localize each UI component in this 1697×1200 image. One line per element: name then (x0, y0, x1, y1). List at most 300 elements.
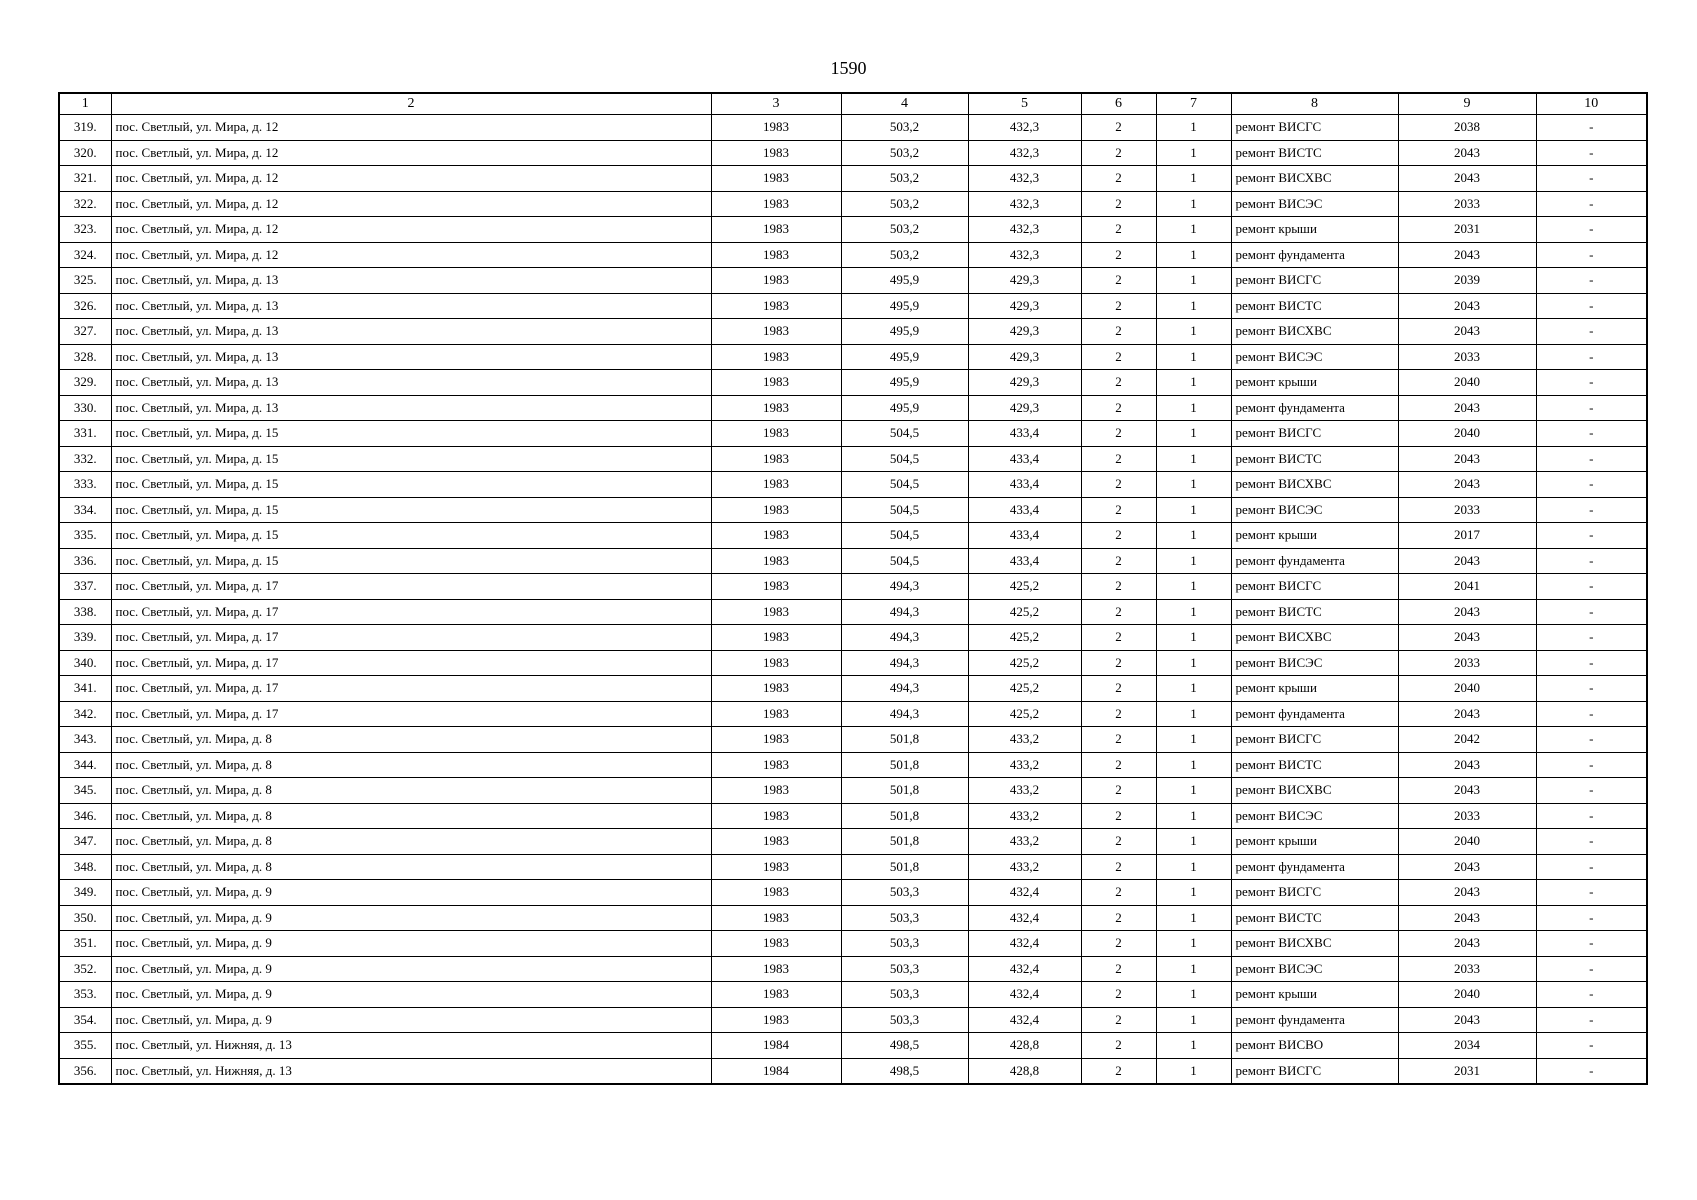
cell-note: - (1536, 650, 1647, 676)
cell-work-type: ремонт ВИСЭС (1231, 191, 1398, 217)
cell-entrances: 1 (1156, 268, 1231, 294)
column-header-1: 1 (59, 93, 111, 115)
cell-planned-year: 2033 (1398, 803, 1536, 829)
table-row (59, 523, 1647, 549)
cell-work-type: ремонт крыши (1231, 676, 1398, 702)
cell-planned-year: 2042 (1398, 727, 1536, 753)
table-row (59, 599, 1647, 625)
cell-entrances: 1 (1156, 752, 1231, 778)
cell-planned-year: 2043 (1398, 778, 1536, 804)
cell-address: пос. Светлый, ул. Мира, д. 8 (111, 778, 711, 804)
cell-note: - (1536, 854, 1647, 880)
cell-work-type: ремонт ВИСХВС (1231, 472, 1398, 498)
cell-address: пос. Светлый, ул. Мира, д. 15 (111, 497, 711, 523)
cell-planned-year: 2041 (1398, 574, 1536, 600)
header-row (59, 93, 1647, 115)
cell-work-type: ремонт ВИСХВС (1231, 625, 1398, 651)
cell-note: - (1536, 497, 1647, 523)
cell-note: - (1536, 752, 1647, 778)
table-row (59, 370, 1647, 396)
cell-planned-year: 2040 (1398, 829, 1536, 855)
cell-entrances: 1 (1156, 574, 1231, 600)
cell-floors: 2 (1081, 344, 1156, 370)
cell-year: 1983 (711, 778, 841, 804)
cell-floors: 2 (1081, 370, 1156, 396)
cell-year: 1983 (711, 140, 841, 166)
cell-floors: 2 (1081, 701, 1156, 727)
cell-living-area: 433,4 (968, 497, 1081, 523)
cell-floors: 2 (1081, 956, 1156, 982)
column-header-10: 10 (1536, 93, 1647, 115)
cell-living-area: 429,3 (968, 370, 1081, 396)
cell-year: 1983 (711, 319, 841, 345)
cell-work-type: ремонт ВИСЭС (1231, 650, 1398, 676)
cell-note: - (1536, 676, 1647, 702)
cell-work-type: ремонт ВИСЭС (1231, 956, 1398, 982)
cell-year: 1984 (711, 1058, 841, 1084)
cell-row-number: 352. (59, 956, 111, 982)
cell-note: - (1536, 344, 1647, 370)
cell-entrances: 1 (1156, 676, 1231, 702)
cell-total-area: 501,8 (841, 803, 968, 829)
cell-planned-year: 2038 (1398, 115, 1536, 141)
table-row (59, 293, 1647, 319)
cell-entrances: 1 (1156, 1033, 1231, 1059)
cell-floors: 2 (1081, 803, 1156, 829)
cell-floors: 2 (1081, 599, 1156, 625)
cell-living-area: 433,2 (968, 727, 1081, 753)
cell-total-area: 503,2 (841, 242, 968, 268)
cell-year: 1983 (711, 191, 841, 217)
cell-entrances: 1 (1156, 880, 1231, 906)
cell-year: 1983 (711, 829, 841, 855)
cell-living-area: 429,3 (968, 319, 1081, 345)
cell-total-area: 494,3 (841, 599, 968, 625)
cell-address: пос. Светлый, ул. Мира, д. 13 (111, 395, 711, 421)
cell-work-type: ремонт ВИСГС (1231, 727, 1398, 753)
cell-total-area: 495,9 (841, 293, 968, 319)
cell-living-area: 433,4 (968, 421, 1081, 447)
cell-note: - (1536, 242, 1647, 268)
cell-row-number: 338. (59, 599, 111, 625)
cell-row-number: 353. (59, 982, 111, 1008)
cell-living-area: 433,2 (968, 778, 1081, 804)
cell-living-area: 433,4 (968, 472, 1081, 498)
cell-note: - (1536, 293, 1647, 319)
cell-floors: 2 (1081, 1058, 1156, 1084)
table-row (59, 242, 1647, 268)
cell-entrances: 1 (1156, 625, 1231, 651)
cell-living-area: 433,2 (968, 829, 1081, 855)
cell-address: пос. Светлый, ул. Мира, д. 12 (111, 166, 711, 192)
cell-planned-year: 2039 (1398, 268, 1536, 294)
cell-note: - (1536, 115, 1647, 141)
cell-row-number: 336. (59, 548, 111, 574)
cell-entrances: 1 (1156, 803, 1231, 829)
cell-total-area: 504,5 (841, 421, 968, 447)
column-header-9: 9 (1398, 93, 1536, 115)
cell-entrances: 1 (1156, 829, 1231, 855)
cell-floors: 2 (1081, 574, 1156, 600)
cell-entrances: 1 (1156, 599, 1231, 625)
cell-planned-year: 2033 (1398, 956, 1536, 982)
cell-living-area: 432,4 (968, 905, 1081, 931)
cell-year: 1983 (711, 625, 841, 651)
cell-total-area: 503,2 (841, 115, 968, 141)
table-row (59, 268, 1647, 294)
cell-planned-year: 2043 (1398, 701, 1536, 727)
cell-work-type: ремонт ВИСХВС (1231, 931, 1398, 957)
cell-planned-year: 2043 (1398, 752, 1536, 778)
cell-note: - (1536, 523, 1647, 549)
cell-planned-year: 2040 (1398, 421, 1536, 447)
table-row (59, 982, 1647, 1008)
cell-entrances: 1 (1156, 701, 1231, 727)
cell-floors: 2 (1081, 268, 1156, 294)
cell-living-area: 432,4 (968, 880, 1081, 906)
cell-entrances: 1 (1156, 395, 1231, 421)
cell-floors: 2 (1081, 395, 1156, 421)
cell-row-number: 320. (59, 140, 111, 166)
column-header-3: 3 (711, 93, 841, 115)
cell-work-type: ремонт крыши (1231, 217, 1398, 243)
cell-total-area: 494,3 (841, 676, 968, 702)
cell-entrances: 1 (1156, 523, 1231, 549)
cell-work-type: ремонт ВИСЭС (1231, 803, 1398, 829)
table-row (59, 650, 1647, 676)
cell-address: пос. Светлый, ул. Мира, д. 8 (111, 752, 711, 778)
cell-entrances: 1 (1156, 905, 1231, 931)
cell-row-number: 355. (59, 1033, 111, 1059)
cell-total-area: 503,3 (841, 880, 968, 906)
cell-year: 1983 (711, 880, 841, 906)
cell-note: - (1536, 166, 1647, 192)
cell-row-number: 328. (59, 344, 111, 370)
cell-year: 1983 (711, 166, 841, 192)
cell-year: 1983 (711, 268, 841, 294)
cell-year: 1983 (711, 293, 841, 319)
cell-planned-year: 2043 (1398, 166, 1536, 192)
cell-row-number: 335. (59, 523, 111, 549)
cell-note: - (1536, 905, 1647, 931)
cell-floors: 2 (1081, 829, 1156, 855)
cell-note: - (1536, 140, 1647, 166)
cell-address: пос. Светлый, ул. Мира, д. 15 (111, 446, 711, 472)
cell-address: пос. Светлый, ул. Мира, д. 9 (111, 956, 711, 982)
cell-living-area: 432,4 (968, 982, 1081, 1008)
cell-living-area: 429,3 (968, 268, 1081, 294)
cell-row-number: 354. (59, 1007, 111, 1033)
cell-address: пос. Светлый, ул. Мира, д. 13 (111, 319, 711, 345)
cell-living-area: 433,2 (968, 803, 1081, 829)
cell-note: - (1536, 446, 1647, 472)
column-header-6: 6 (1081, 93, 1156, 115)
cell-entrances: 1 (1156, 982, 1231, 1008)
cell-total-area: 495,9 (841, 268, 968, 294)
table-row (59, 880, 1647, 906)
cell-entrances: 1 (1156, 217, 1231, 243)
cell-entrances: 1 (1156, 191, 1231, 217)
cell-floors: 2 (1081, 1007, 1156, 1033)
cell-total-area: 494,3 (841, 650, 968, 676)
cell-address: пос. Светлый, ул. Мира, д. 9 (111, 905, 711, 931)
column-header-5: 5 (968, 93, 1081, 115)
table-row (59, 191, 1647, 217)
cell-floors: 2 (1081, 752, 1156, 778)
cell-work-type: ремонт ВИСЭС (1231, 497, 1398, 523)
cell-note: - (1536, 931, 1647, 957)
column-header-8: 8 (1231, 93, 1398, 115)
cell-note: - (1536, 1007, 1647, 1033)
cell-living-area: 432,3 (968, 217, 1081, 243)
cell-entrances: 1 (1156, 115, 1231, 141)
cell-planned-year: 2043 (1398, 446, 1536, 472)
table-row (59, 803, 1647, 829)
cell-living-area: 428,8 (968, 1033, 1081, 1059)
table-row (59, 166, 1647, 192)
cell-living-area: 425,2 (968, 676, 1081, 702)
cell-floors: 2 (1081, 931, 1156, 957)
cell-total-area: 501,8 (841, 727, 968, 753)
cell-floors: 2 (1081, 548, 1156, 574)
cell-year: 1983 (711, 701, 841, 727)
cell-entrances: 1 (1156, 472, 1231, 498)
cell-work-type: ремонт фундамента (1231, 242, 1398, 268)
cell-living-area: 425,2 (968, 574, 1081, 600)
cell-work-type: ремонт ВИСТС (1231, 905, 1398, 931)
cell-total-area: 495,9 (841, 370, 968, 396)
cell-living-area: 425,2 (968, 625, 1081, 651)
cell-row-number: 351. (59, 931, 111, 957)
table-row (59, 395, 1647, 421)
cell-year: 1983 (711, 854, 841, 880)
cell-note: - (1536, 191, 1647, 217)
cell-address: пос. Светлый, ул. Мира, д. 15 (111, 548, 711, 574)
cell-address: пос. Светлый, ул. Мира, д. 17 (111, 625, 711, 651)
cell-year: 1983 (711, 727, 841, 753)
table-row (59, 574, 1647, 600)
cell-floors: 2 (1081, 217, 1156, 243)
table-body (59, 115, 1647, 1085)
table-row (59, 931, 1647, 957)
cell-work-type: ремонт фундамента (1231, 701, 1398, 727)
cell-entrances: 1 (1156, 1007, 1231, 1033)
cell-living-area: 425,2 (968, 599, 1081, 625)
cell-total-area: 495,9 (841, 319, 968, 345)
cell-row-number: 330. (59, 395, 111, 421)
cell-address: пос. Светлый, ул. Мира, д. 17 (111, 599, 711, 625)
cell-row-number: 331. (59, 421, 111, 447)
cell-entrances: 1 (1156, 548, 1231, 574)
cell-planned-year: 2031 (1398, 1058, 1536, 1084)
cell-entrances: 1 (1156, 778, 1231, 804)
cell-note: - (1536, 421, 1647, 447)
cell-address: пос. Светлый, ул. Мира, д. 9 (111, 1007, 711, 1033)
cell-work-type: ремонт ВИСГС (1231, 268, 1398, 294)
cell-row-number: 322. (59, 191, 111, 217)
cell-row-number: 356. (59, 1058, 111, 1084)
cell-work-type: ремонт ВИСГС (1231, 1058, 1398, 1084)
cell-row-number: 348. (59, 854, 111, 880)
cell-living-area: 429,3 (968, 344, 1081, 370)
cell-address: пос. Светлый, ул. Мира, д. 17 (111, 650, 711, 676)
column-header-4: 4 (841, 93, 968, 115)
cell-work-type: ремонт ВИСХВС (1231, 166, 1398, 192)
cell-total-area: 503,3 (841, 1007, 968, 1033)
table-row (59, 319, 1647, 345)
cell-note: - (1536, 803, 1647, 829)
cell-entrances: 1 (1156, 1058, 1231, 1084)
cell-entrances: 1 (1156, 319, 1231, 345)
cell-year: 1983 (711, 905, 841, 931)
cell-row-number: 342. (59, 701, 111, 727)
cell-planned-year: 2043 (1398, 1007, 1536, 1033)
cell-year: 1983 (711, 803, 841, 829)
cell-floors: 2 (1081, 472, 1156, 498)
cell-year: 1983 (711, 395, 841, 421)
cell-planned-year: 2043 (1398, 548, 1536, 574)
cell-note: - (1536, 395, 1647, 421)
cell-note: - (1536, 319, 1647, 345)
cell-row-number: 334. (59, 497, 111, 523)
cell-entrances: 1 (1156, 421, 1231, 447)
cell-address: пос. Светлый, ул. Мира, д. 13 (111, 268, 711, 294)
cell-planned-year: 2043 (1398, 319, 1536, 345)
cell-address: пос. Светлый, ул. Мира, д. 15 (111, 421, 711, 447)
cell-entrances: 1 (1156, 956, 1231, 982)
cell-planned-year: 2043 (1398, 880, 1536, 906)
cell-row-number: 337. (59, 574, 111, 600)
cell-planned-year: 2034 (1398, 1033, 1536, 1059)
column-header-7: 7 (1156, 93, 1231, 115)
table-row (59, 778, 1647, 804)
cell-total-area: 501,8 (841, 752, 968, 778)
cell-floors: 2 (1081, 166, 1156, 192)
cell-total-area: 504,5 (841, 548, 968, 574)
cell-year: 1983 (711, 548, 841, 574)
cell-floors: 2 (1081, 446, 1156, 472)
column-header-2: 2 (111, 93, 711, 115)
cell-floors: 2 (1081, 319, 1156, 345)
cell-row-number: 323. (59, 217, 111, 243)
cell-living-area: 432,4 (968, 956, 1081, 982)
cell-work-type: ремонт ВИСГС (1231, 421, 1398, 447)
table-row (59, 1007, 1647, 1033)
cell-living-area: 429,3 (968, 395, 1081, 421)
cell-entrances: 1 (1156, 242, 1231, 268)
cell-floors: 2 (1081, 650, 1156, 676)
cell-address: пос. Светлый, ул. Мира, д. 17 (111, 574, 711, 600)
page-number: 1590 (830, 58, 867, 78)
cell-total-area: 498,5 (841, 1058, 968, 1084)
cell-note: - (1536, 778, 1647, 804)
cell-work-type: ремонт ВИСГС (1231, 115, 1398, 141)
cell-year: 1984 (711, 1033, 841, 1059)
cell-planned-year: 2040 (1398, 370, 1536, 396)
cell-planned-year: 2043 (1398, 905, 1536, 931)
cell-living-area: 433,4 (968, 446, 1081, 472)
table-header (59, 93, 1647, 115)
cell-note: - (1536, 701, 1647, 727)
cell-note: - (1536, 472, 1647, 498)
table-row (59, 421, 1647, 447)
cell-floors: 2 (1081, 727, 1156, 753)
cell-year: 1983 (711, 370, 841, 396)
cell-floors: 2 (1081, 905, 1156, 931)
cell-year: 1983 (711, 344, 841, 370)
cell-planned-year: 2033 (1398, 497, 1536, 523)
cell-total-area: 504,5 (841, 446, 968, 472)
cell-work-type: ремонт ВИСЭС (1231, 344, 1398, 370)
cell-total-area: 503,2 (841, 166, 968, 192)
cell-planned-year: 2043 (1398, 293, 1536, 319)
cell-total-area: 503,2 (841, 191, 968, 217)
cell-note: - (1536, 727, 1647, 753)
cell-entrances: 1 (1156, 497, 1231, 523)
cell-planned-year: 2040 (1398, 676, 1536, 702)
cell-living-area: 425,2 (968, 650, 1081, 676)
cell-year: 1983 (711, 115, 841, 141)
cell-planned-year: 2031 (1398, 217, 1536, 243)
cell-address: пос. Светлый, ул. Мира, д. 17 (111, 676, 711, 702)
cell-note: - (1536, 370, 1647, 396)
cell-total-area: 501,8 (841, 778, 968, 804)
table-row (59, 140, 1647, 166)
cell-year: 1983 (711, 574, 841, 600)
cell-address: пос. Светлый, ул. Мира, д. 17 (111, 701, 711, 727)
table-row (59, 752, 1647, 778)
cell-work-type: ремонт ВИСТС (1231, 446, 1398, 472)
cell-work-type: ремонт ВИСТС (1231, 752, 1398, 778)
cell-year: 1983 (711, 523, 841, 549)
cell-total-area: 503,2 (841, 140, 968, 166)
cell-entrances: 1 (1156, 166, 1231, 192)
cell-total-area: 503,3 (841, 956, 968, 982)
cell-living-area: 432,3 (968, 166, 1081, 192)
cell-year: 1983 (711, 242, 841, 268)
cell-address: пос. Светлый, ул. Мира, д. 13 (111, 370, 711, 396)
cell-planned-year: 2017 (1398, 523, 1536, 549)
cell-floors: 2 (1081, 523, 1156, 549)
cell-note: - (1536, 268, 1647, 294)
cell-work-type: ремонт ВИСТС (1231, 599, 1398, 625)
cell-year: 1983 (711, 982, 841, 1008)
cell-entrances: 1 (1156, 293, 1231, 319)
cell-note: - (1536, 599, 1647, 625)
register-table (58, 92, 1648, 1085)
cell-planned-year: 2043 (1398, 625, 1536, 651)
table-row (59, 344, 1647, 370)
cell-row-number: 347. (59, 829, 111, 855)
cell-total-area: 503,2 (841, 217, 968, 243)
table-row (59, 1033, 1647, 1059)
cell-note: - (1536, 574, 1647, 600)
cell-work-type: ремонт ВИСВО (1231, 1033, 1398, 1059)
cell-address: пос. Светлый, ул. Мира, д. 9 (111, 880, 711, 906)
cell-entrances: 1 (1156, 344, 1231, 370)
cell-total-area: 494,3 (841, 701, 968, 727)
cell-note: - (1536, 1058, 1647, 1084)
cell-work-type: ремонт фундамента (1231, 1007, 1398, 1033)
cell-living-area: 425,2 (968, 701, 1081, 727)
table-row (59, 905, 1647, 931)
cell-planned-year: 2033 (1398, 344, 1536, 370)
cell-total-area: 501,8 (841, 854, 968, 880)
cell-year: 1983 (711, 472, 841, 498)
cell-work-type: ремонт ВИСГС (1231, 880, 1398, 906)
cell-living-area: 432,3 (968, 191, 1081, 217)
cell-total-area: 504,5 (841, 523, 968, 549)
